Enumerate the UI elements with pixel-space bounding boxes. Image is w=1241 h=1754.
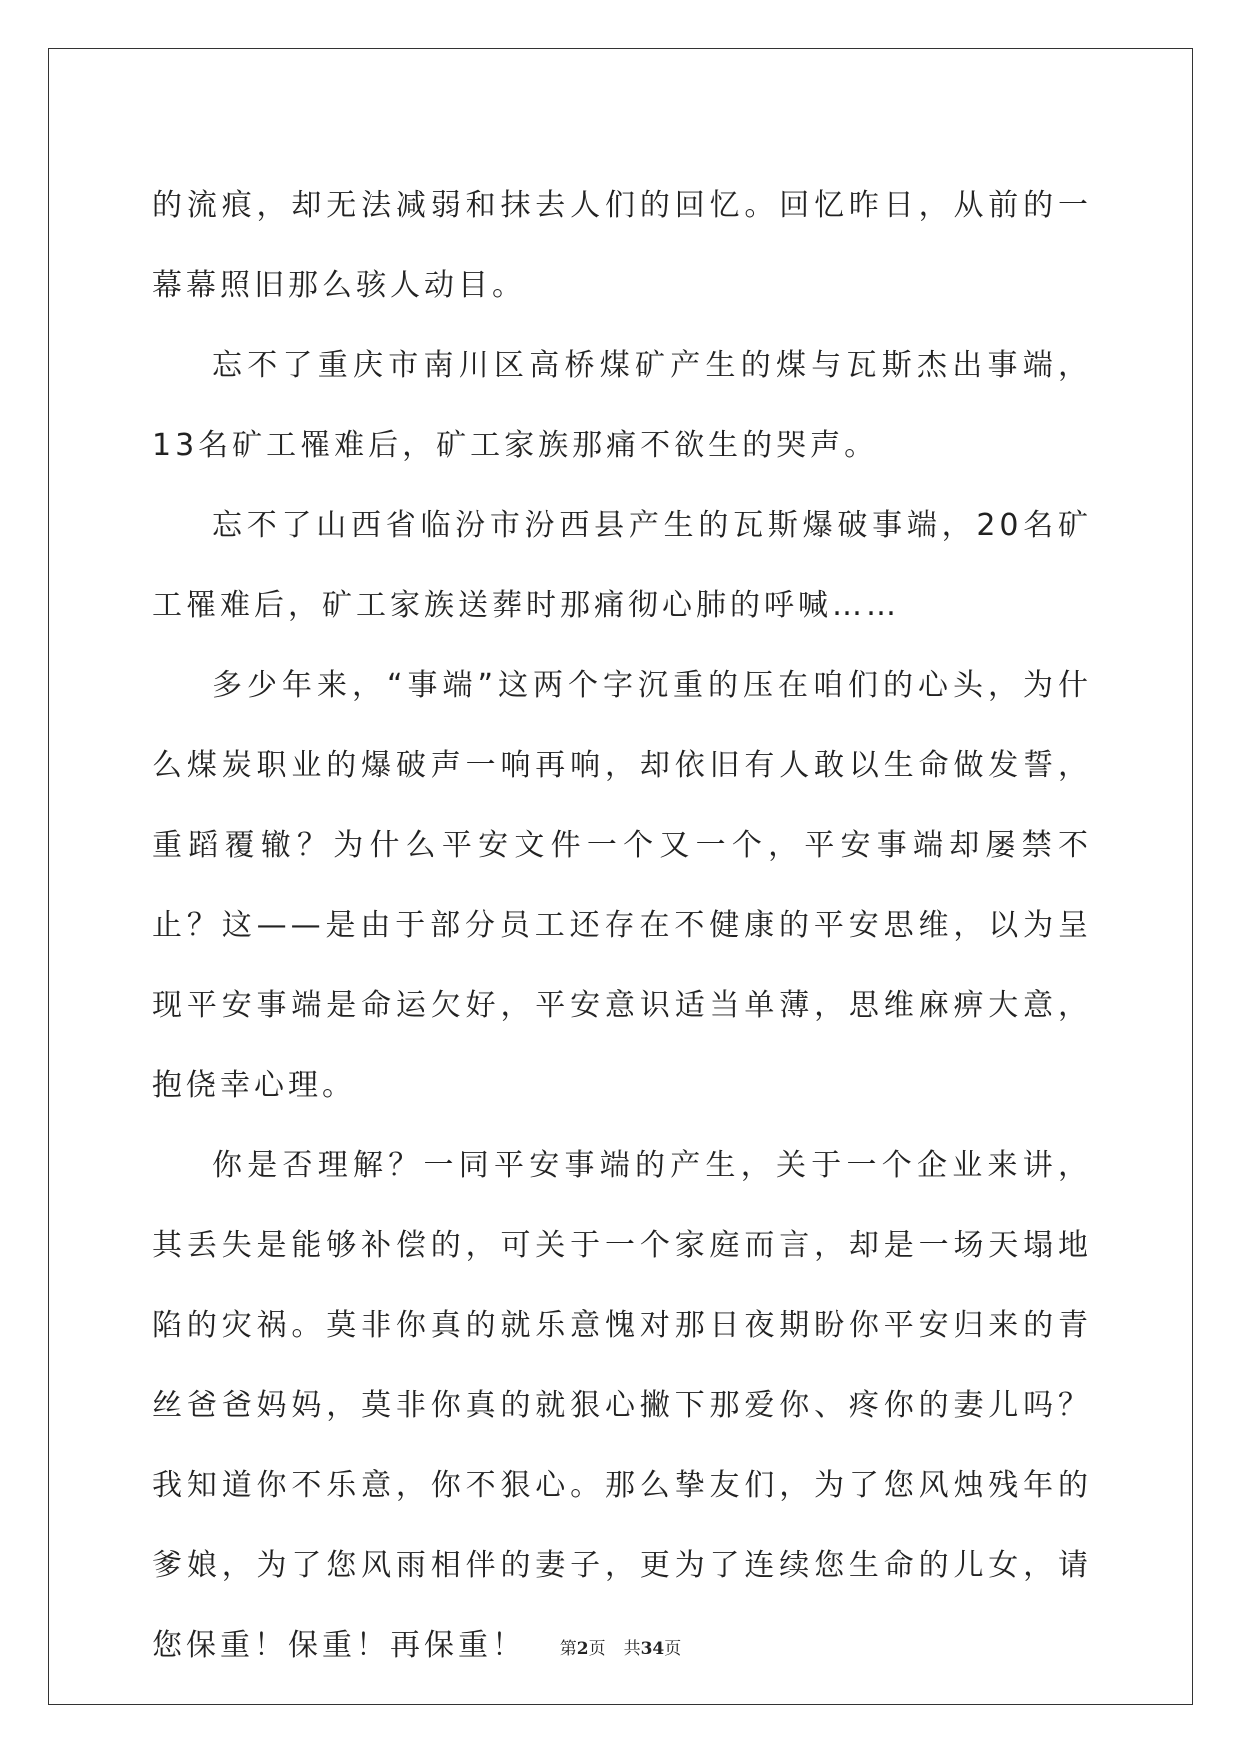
paragraph-2: 忘不了重庆市南川区高桥煤矿产生的煤与瓦斯杰出事端，13名矿工罹难后，矿工家族那痛不欲生的哭声。 [152,348,1092,463]
total-pages: 34 [640,1639,665,1659]
page-prefix: 第 [559,1639,577,1659]
total-prefix: 共 [623,1639,641,1659]
page-number: 2 [576,1639,589,1659]
paragraph-3: 忘不了山西省临汾市汾西县产生的瓦斯爆破事端，20名矿工罹难后，矿工家族送葬时那痛彻心肺的呼喊…… [152,508,1092,623]
page-suffix: 页 [588,1639,606,1659]
page-footer [0,1634,1241,1659]
document-body [152,166,1092,1686]
total-suffix: 页 [664,1639,682,1659]
paragraph-4: 多少年来，“事端”这两个字沉重的压在咱们的心头，为什么煤炭职业的爆破声一响再响，却依旧有人敢以生命做发誓，重蹈覆辙？为什么平安文件一个又一个，平安事端却屡禁不止？这——是由于部分员工还存在不健康的平安思维，以为呈现平安事端是命运欠好，平安意识适当单薄，思维麻痹大意，抱侥幸心理。 [152,668,1092,1103]
paragraph-1: 的流痕，却无法减弱和抹去人们的回忆。回忆昨日，从前的一幕幕照旧那么骇人动目。 [152,188,1092,303]
paragraph-5: 你是否理解？一同平安事端的产生，关于一个企业来讲，其丢失是能够补偿的，可关于一个家庭而言，却是一场天塌地陷的灾祸。莫非你真的就乐意愧对那日夜期盼你平安归来的青丝爸爸妈妈，莫非你真的就狠心撇下那爱你、疼你的妻儿吗？我知道你不乐意，你不狠心。那么挚友们，为了您风烛残年的爹娘，为了您风雨相伴的妻子，更为了连续您生命的儿女，请您保重！保重！再保重！ [152,1148,1092,1663]
